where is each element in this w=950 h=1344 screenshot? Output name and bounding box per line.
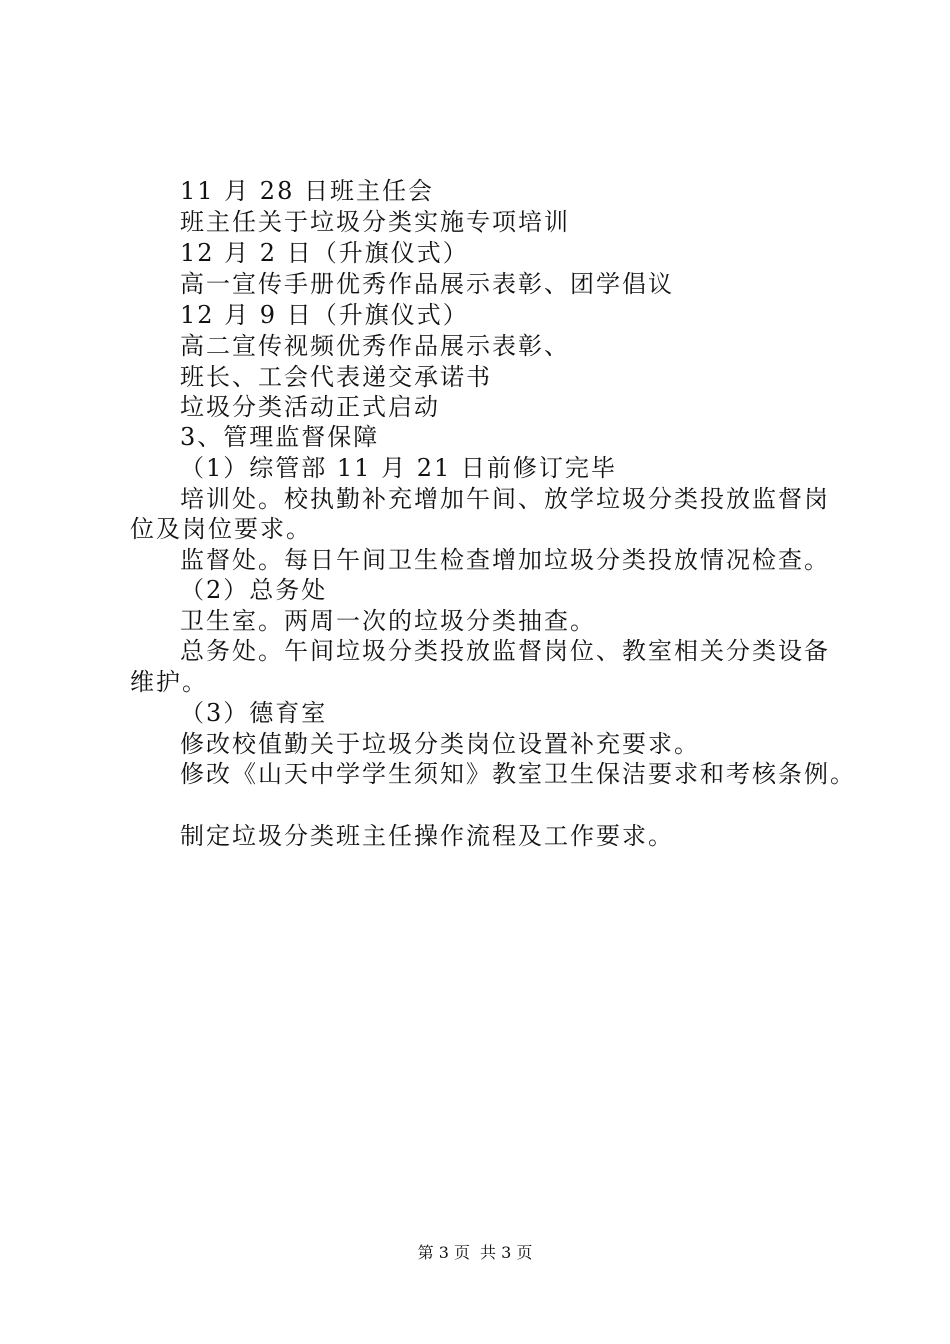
- text-line: 班长、工会代表递交承诺书: [180, 363, 492, 391]
- section-heading: 3、管理监督保障: [180, 423, 380, 451]
- paragraph-line: 培训处。校执勤补充增加午间、放学垃圾分类投放监督岗: [180, 485, 830, 513]
- text-line: 12 月 2 日（升旗仪式）: [180, 239, 469, 267]
- page-number: 第 3 页: [417, 1243, 470, 1262]
- paragraph-line: 修改校值勤关于垃圾分类岗位设置补充要求。: [180, 730, 700, 758]
- text-line: 班主任关于垃圾分类实施专项培训: [180, 208, 570, 236]
- text-line: 11 月 28 日班主任会: [180, 177, 434, 205]
- text-line: 高二宣传视频优秀作品展示表彰、: [180, 332, 570, 360]
- paragraph-line: 维护。: [130, 668, 208, 696]
- page-footer: [0, 1243, 950, 1263]
- paragraph-line: 制定垃圾分类班主任操作流程及工作要求。: [180, 822, 674, 850]
- text-line: 高一宣传手册优秀作品展示表彰、团学倡议: [180, 270, 674, 298]
- paragraph-line: 修改《山天中学学生须知》教室卫生保洁要求和考核条例。: [180, 760, 856, 788]
- text-line: 12 月 9 日（升旗仪式）: [180, 301, 469, 329]
- paragraph-line: 监督处。每日午间卫生检查增加垃圾分类投放情况检查。: [180, 546, 830, 574]
- paragraph-line: 卫生室。两周一次的垃圾分类抽查。: [180, 607, 596, 635]
- subsection-heading: （1）综管部 11 月 21 日前修订完毕: [180, 454, 617, 482]
- subsection-heading: （2）总务处: [180, 576, 328, 604]
- subsection-heading: （3）德育室: [180, 699, 328, 727]
- paragraph-line: 位及岗位要求。: [130, 515, 312, 543]
- text-line: 垃圾分类活动正式启动: [180, 393, 440, 421]
- paragraph-line: 总务处。午间垃圾分类投放监督岗位、教室相关分类设备: [180, 637, 830, 665]
- page-total: 共 3 页: [480, 1243, 533, 1262]
